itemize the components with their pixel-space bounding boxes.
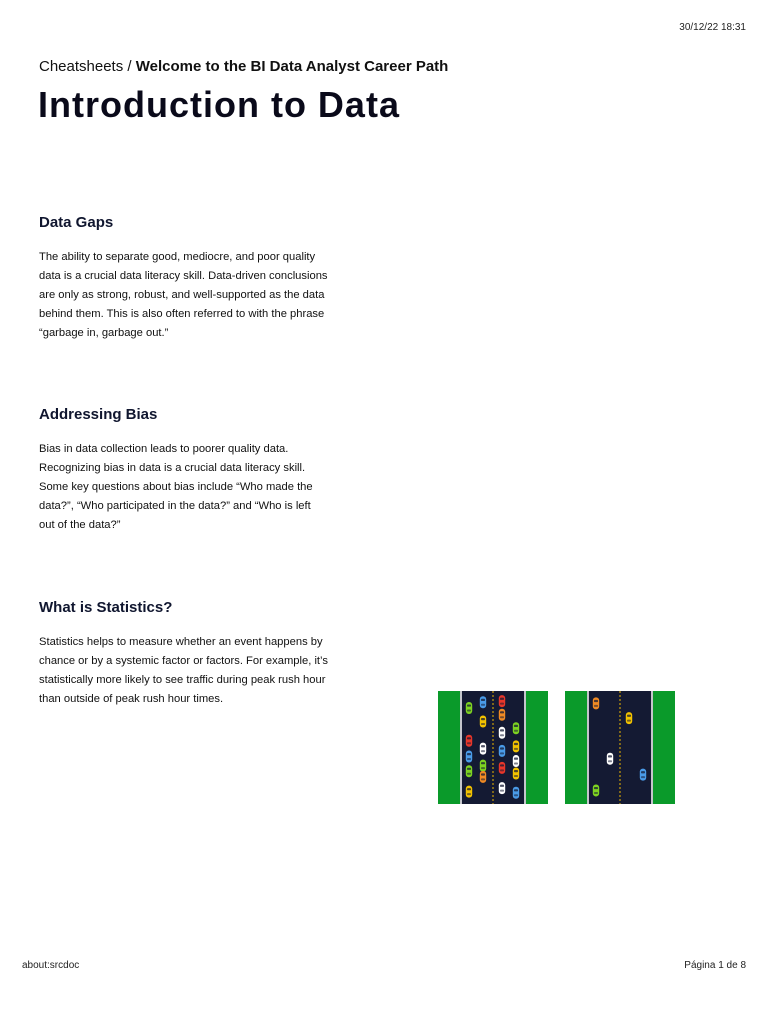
car-icon: [513, 767, 519, 779]
breadcrumb: [39, 58, 448, 75]
car-icon: [480, 743, 486, 755]
busy-traffic-illustration: [438, 691, 548, 804]
section-what-is-statistics: [39, 599, 329, 709]
grass-left: [565, 691, 587, 804]
footer-url: about:srcdoc: [22, 960, 80, 971]
car-icon: [499, 745, 505, 757]
print-date: 30/12/22 18:31: [679, 22, 746, 33]
car-icon: [499, 727, 505, 739]
car-icon: [499, 695, 505, 707]
section-data-gaps: [39, 214, 329, 343]
car-icon: [466, 765, 472, 777]
light-traffic-illustration: [565, 691, 675, 804]
car-icon: [466, 786, 472, 798]
car-icon: [513, 787, 519, 799]
car-icon: [480, 771, 486, 783]
section-body: Statistics helps to measure whether an event happens by chance or by a systemic factor or factors. For example, it’s statistically more likely to see traffic during peak rush hour than outside of peak rush hour times.: [39, 636, 328, 705]
car-icon: [607, 753, 613, 765]
section-heading: Addressing Bias: [39, 406, 158, 423]
breadcrumb-separator: /: [123, 58, 136, 75]
car-icon: [499, 782, 505, 794]
car-icon: [499, 762, 505, 774]
car-icon: [480, 760, 486, 772]
section-body: Bias in data collection leads to poorer quality data. Recognizing bias in data is a crucial data literacy skill. Some key questions about bias include “Who made the data?”, “Who participated in the data?” and “Who is left out of the data?”: [39, 443, 313, 531]
page-title: Introduction to Data: [38, 84, 400, 125]
section-addressing-bias: [39, 406, 329, 535]
grass-right: [526, 691, 548, 804]
car-icon: [499, 709, 505, 721]
car-icon: [640, 769, 646, 781]
section-heading: Data Gaps: [39, 214, 114, 231]
car-icon: [513, 722, 519, 734]
page-indicator: Página 1 de 8: [684, 960, 746, 971]
car-icon: [513, 740, 519, 752]
car-icon: [593, 697, 599, 709]
grass-right: [653, 691, 675, 804]
breadcrumb-parent[interactable]: Cheatsheets: [39, 58, 124, 75]
car-icon: [626, 712, 632, 724]
section-body: The ability to separate good, mediocre, and poor quality data is a crucial data literacy skill. Data-driven conclusions are only as strong, robust, and well-supported as the data behind them. This is also often referred to with the phrase “garbage in, garbage out.”: [39, 251, 328, 339]
car-icon: [466, 751, 472, 763]
car-icon: [480, 696, 486, 708]
breadcrumb-current: Welcome to the BI Data Analyst Career Path: [135, 58, 449, 75]
car-icon: [480, 716, 486, 728]
car-icon: [593, 784, 599, 796]
grass-left: [438, 691, 460, 804]
car-icon: [466, 735, 472, 747]
car-icon: [513, 755, 519, 767]
section-heading: What is Statistics?: [39, 599, 173, 616]
car-icon: [466, 702, 472, 714]
